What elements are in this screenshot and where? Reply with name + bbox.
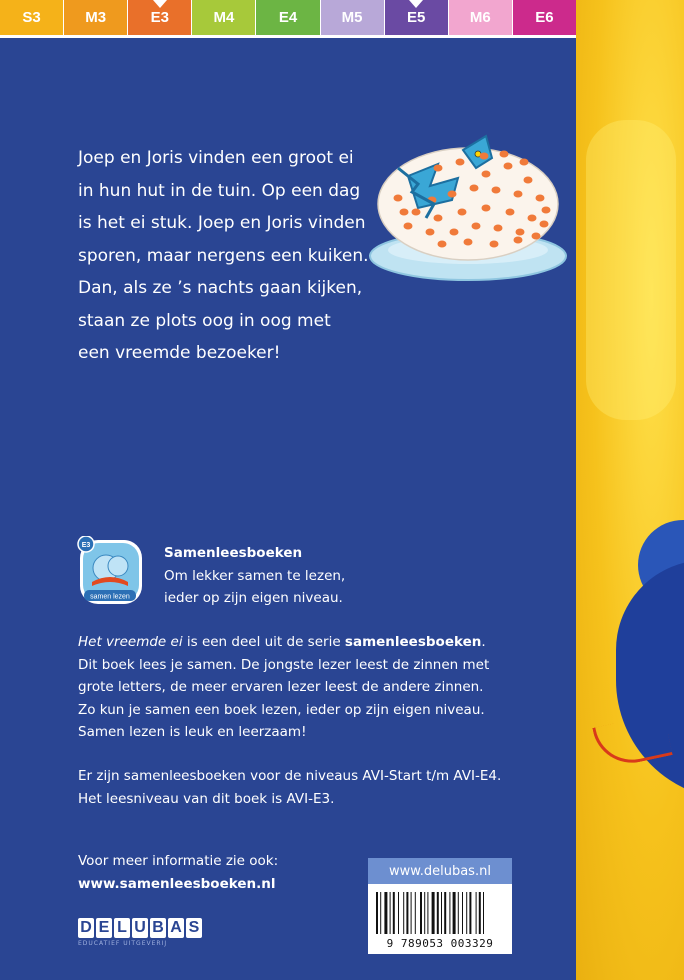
- series-subtitle: [164, 566, 345, 609]
- logo-letter: D: [78, 918, 94, 938]
- description-intro: Het vreemde ei is een deel uit de serie samenleesboeken.: [78, 634, 486, 650]
- levels-line: Er zijn samenleesboeken voor de niveaus AVI-Start t/m AVI-E4.: [78, 768, 502, 784]
- tab-label: S3: [22, 9, 41, 26]
- tab-label: E4: [278, 9, 298, 26]
- publisher-website[interactable]: www.delubas.nl: [368, 858, 512, 884]
- tab-m6: [449, 0, 513, 38]
- tab-e5: [385, 0, 449, 38]
- more-info: [78, 850, 278, 896]
- samen-lezen-badge: [76, 536, 144, 608]
- story-line: staan ze plots oog in oog met: [78, 310, 331, 331]
- current-level-marker-icon: [409, 0, 423, 8]
- badge-level: E3: [81, 542, 91, 549]
- logo-letter: A: [168, 918, 184, 938]
- isbn-barcode: [368, 884, 512, 954]
- current-level-marker-icon: [153, 0, 167, 8]
- level-tabs: [0, 0, 576, 38]
- tab-m5: [321, 0, 385, 38]
- description-line: Dit boek lees je samen. De jongste lezer leest de zinnen met: [78, 656, 490, 673]
- barcode-panel: [368, 858, 512, 954]
- tab-label: E3: [150, 9, 169, 26]
- story-line: is het ei stuk. Joep en Joris vinden: [78, 213, 366, 233]
- story-blurb: [78, 142, 378, 370]
- logo-letter: L: [114, 918, 130, 938]
- tab-e4: [256, 0, 320, 38]
- info-label: Voor meer informatie zie ook:: [78, 853, 279, 869]
- spine-illustration: [576, 0, 684, 980]
- isbn-digits: 9 789053 003329: [386, 937, 494, 950]
- tab-label: M4: [213, 9, 235, 26]
- delubas-logo: [78, 918, 202, 947]
- description-line: grote letters, de meer ervaren lezer leest de andere zinnen.: [78, 679, 484, 695]
- story-line: in hun hut in de tuin. Op een dag: [78, 180, 361, 201]
- logo-letter: E: [96, 918, 112, 938]
- description-line: Zo kun je samen een boek lezen, ieder op zijn eigen niveau.: [78, 701, 485, 718]
- logo-letter: U: [132, 918, 148, 938]
- info-url[interactable]: www.samenleesboeken.nl: [78, 876, 276, 892]
- cracked-egg-illustration: [368, 128, 583, 288]
- tab-label: M3: [85, 9, 107, 26]
- tab-label: M5: [341, 9, 363, 26]
- story-line: sporen, maar nergens een kuiken.: [78, 245, 369, 266]
- tab-label: E5: [407, 9, 426, 26]
- story-line: Joep en Joris vinden een groot ei: [78, 148, 354, 168]
- series-subtitle-line: Om lekker samen te lezen,: [164, 568, 346, 584]
- series-name: samenleesboeken: [344, 634, 482, 650]
- tab-e3: [128, 0, 192, 38]
- description-line: Samen lezen is leuk en leerzaam!: [78, 724, 307, 740]
- book-title: Het vreemde ei: [78, 634, 183, 650]
- levels-line: Het leesniveau van dit boek is AVI-E3.: [78, 790, 335, 807]
- series-subtitle-line: ieder op zijn eigen niveau.: [164, 589, 343, 606]
- story-line: Dan, als ze ’s nachts gaan kijken,: [78, 278, 363, 298]
- badge-caption: samen lezen: [90, 593, 130, 601]
- logo-letter: S: [186, 918, 202, 938]
- series-title: Samenleesboeken: [164, 545, 303, 561]
- story-line: een vreemde bezoeker!: [78, 343, 281, 363]
- logo-tagline: EDUCATIEF UITGEVERIJ: [78, 940, 168, 947]
- tab-m3: [64, 0, 128, 38]
- tab-s3: [0, 0, 64, 38]
- tab-e6: [513, 0, 576, 38]
- logo-letter: B: [150, 918, 166, 938]
- avi-levels: [78, 765, 501, 810]
- tab-label: E6: [535, 9, 554, 26]
- series-description: [78, 631, 489, 744]
- tab-m4: [192, 0, 256, 38]
- tab-label: M6: [469, 9, 491, 26]
